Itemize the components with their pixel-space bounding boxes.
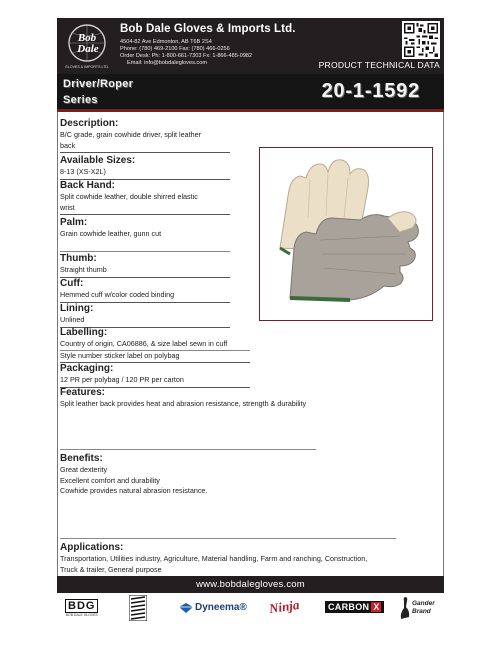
gander-goose-icon [399, 595, 411, 621]
section-divider [60, 449, 316, 450]
section-line: Hemmed cuff w/color coded binding [60, 290, 175, 299]
brand-bdg-text: BDG [65, 599, 98, 613]
section-title: Back Hand: [60, 180, 116, 191]
section-applications [60, 538, 440, 575]
series-line-1: Driver/Roper [63, 78, 134, 90]
section-sizes [60, 155, 240, 180]
logo-word-bob: Bob [77, 32, 97, 44]
dyneema-diamond-icon [179, 603, 193, 613]
website-link[interactable]: www.bobdalegloves.com [57, 576, 444, 593]
brand-bdg-logo [65, 599, 98, 617]
company-address: 4504-82 Ave Edmonton, AB T6B 2S4 [120, 39, 212, 45]
qr-code-icon [402, 21, 440, 59]
company-order-desk: Order Desk: Ph: 1-800-661-7303 Fx: 1-866-485-0982 [120, 53, 253, 59]
doc-type-label: PRODUCT TECHNICAL DATA [318, 60, 440, 70]
section-title: Features: [60, 387, 106, 398]
company-logo [62, 21, 112, 71]
brand-gander-sub: Brand [412, 608, 431, 615]
series-bar [57, 74, 444, 112]
section-line: Unlined [60, 315, 85, 324]
section-line: B/C grade, grain cowhide driver, split leather [60, 130, 202, 139]
brand-tag-icon [129, 595, 147, 621]
brand-carbon-x-logo [325, 601, 384, 613]
section-line: Truck & trailer, General purpose [60, 564, 162, 574]
logo-word-dale: Dale [77, 43, 99, 55]
section-title: Available Sizes: [60, 155, 136, 166]
section-features [60, 387, 440, 410]
model-number: 20-1-1592 [321, 80, 420, 102]
product-photo [259, 147, 433, 321]
section-line: Straight thumb [60, 265, 107, 274]
section-thumb [60, 253, 240, 278]
section-title: Lining: [60, 303, 94, 314]
logo-tagline: GLOVES & IMPORTS LTD. [64, 65, 110, 69]
section-divider [60, 214, 230, 215]
section-line: wrist [60, 202, 75, 212]
section-line: Style number sticker label on polybag [60, 350, 180, 360]
section-line: 12 PR per polybag / 120 PR per carton [60, 375, 184, 384]
section-line: 8-13 (XS-X2L) [60, 167, 106, 176]
section-benefits [60, 449, 320, 497]
company-email: Email: info@bobdalegloves.com [127, 60, 207, 66]
brand-dyneema-text: Dyneema® [195, 602, 247, 613]
section-line: Grain cowhide leather, gunn cut [60, 229, 162, 238]
section-title: Labelling: [60, 327, 108, 338]
section-line: Cowhide provides natural abrasion resistance. [60, 486, 208, 495]
section-title: Palm: [60, 217, 88, 228]
brand-carbon-x: X [373, 602, 380, 612]
section-packaging [60, 363, 260, 388]
brand-gander-text: Gander [412, 600, 435, 607]
gander-wordmark [412, 600, 435, 616]
section-divider [60, 152, 230, 153]
section-title: Benefits: [60, 453, 103, 464]
section-lining [60, 303, 240, 328]
section-labelling [60, 327, 260, 363]
section-back-hand [60, 180, 240, 215]
section-title: Applications: [60, 542, 124, 553]
section-line: Great dexterity [60, 465, 108, 474]
section-line: Excellent comfort and durability [60, 475, 160, 485]
section-line: Split leather back provides heat and abrasion resistance, strength & durability [60, 399, 307, 408]
section-description [60, 118, 240, 153]
section-cuff [60, 278, 240, 303]
section-title: Thumb: [60, 253, 97, 264]
company-header [57, 18, 444, 74]
company-name: Bob Dale Gloves & Imports Ltd. [120, 23, 296, 35]
brand-gander-logo [399, 595, 435, 621]
section-line: Country of origin, CA06886, & size label sewn in cuff [60, 339, 228, 348]
section-title: Description: [60, 118, 119, 129]
section-title: Cuff: [60, 278, 84, 289]
brand-logos [57, 595, 444, 625]
section-divider [60, 251, 230, 252]
brand-ninja-logo: Ninja [268, 596, 301, 617]
brand-dyneema-logo [179, 602, 247, 613]
section-divider [60, 538, 396, 539]
brand-bdg-sub: BOB DALE GLOVES [65, 613, 98, 617]
company-phone: Phone: (780) 469-2100 Fax: (780) 466-0256 [120, 46, 230, 52]
brand-carbon-text: CARBON [328, 602, 370, 612]
series-line-2: Series [63, 94, 98, 106]
section-line: back [60, 140, 76, 150]
section-line: Transportation, Utilities industry, Agriculture, Material handling, Farm and ranching, Construction, [60, 554, 368, 563]
section-title: Packaging: [60, 363, 114, 374]
section-line: Split cowhide leather, double shirred elastic [60, 192, 198, 201]
glove-image [260, 148, 432, 320]
series-name [63, 76, 133, 108]
section-palm [60, 217, 240, 252]
